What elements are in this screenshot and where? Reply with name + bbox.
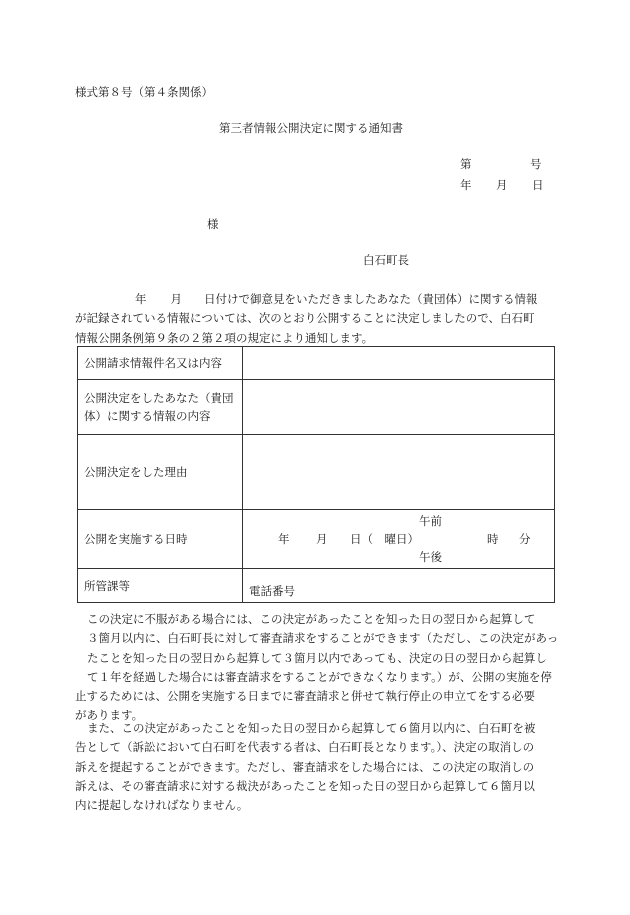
impl-minute: 分 [519, 532, 531, 546]
document-number-suffix: 号 [530, 157, 542, 171]
intro-line-2: が記録されている情報については、次のとおり公開することに決定しましたので、白石町 [75, 311, 535, 326]
table-row [78, 510, 555, 569]
notice2-line-1: また、この決定があったことを知った日の翌日から起算して６箇月以内に、白石町を被 [87, 721, 536, 735]
impl-day-weekday: 日（ 曜日） [350, 532, 419, 546]
table-row [78, 569, 555, 603]
impl-pm: 午後 [419, 550, 442, 564]
intro-paragraph [75, 290, 560, 348]
intro-line-1 [75, 290, 560, 309]
notice1-line-6: があります。 [75, 708, 144, 723]
subject-label: 公開請求情報件名又は内容 [78, 347, 243, 380]
intro-line-3: 情報公開条例第９条の２第２項の規定により通知します。 [75, 330, 374, 345]
notice2-line-2: 告として（訴訟において白石町を代表する者は、白石町長となります。）、決定の取消しの [75, 740, 535, 755]
reason-value [243, 435, 555, 510]
intro-text-1: 日付けで御意見をいただきましたあなた（貴団体）に関する情報 [204, 292, 538, 306]
information-table [77, 346, 555, 603]
intro-month: 月 [170, 292, 182, 306]
implementation-datetime-label: 公開を実施する日時 [78, 510, 243, 569]
subject-value [243, 347, 555, 380]
related-info-label [78, 380, 243, 435]
form-number-label: 様式第８号（第４条関係） [75, 85, 213, 99]
notice2-line-3: 訴えを提起することができます。ただし、審査請求をした場合には、この決定の取消しの [75, 759, 535, 774]
notice1-line-2: ３箇月以内に、白石町長に対して審査請求をすることができます（ただし、この決定があっ [87, 631, 559, 646]
notice1-line-4: て１年を経過した場合には審査請求をすることができなくなります。）が、公開の実施を停 [87, 669, 552, 684]
notice2-line-4: 訴えは、その審査請求に対する裁決があったことを知った日の翌日から起算して６箇月以 [75, 778, 535, 793]
document-title: 第三者情報公開決定に関する通知書 [219, 121, 403, 135]
lawsuit-notice-paragraph [75, 719, 560, 815]
issue-date-day: 日 [532, 178, 544, 192]
appeal-notice-paragraph [75, 610, 560, 726]
addressee-honorific: 様 [207, 217, 219, 231]
impl-am: 午前 [419, 514, 442, 528]
department-label: 所管課等 [78, 569, 243, 603]
implementation-datetime-value [243, 510, 555, 569]
document-number-prefix: 第 [460, 157, 472, 171]
notice1-line-5: 止するためには、公開を実施する日までに審査請求と併せて執行停止の申立てをする必要 [75, 689, 535, 704]
table-row [78, 347, 555, 380]
phone-number-label: 電話番号 [249, 584, 295, 598]
issue-date-month: 月 [496, 178, 508, 192]
issue-date-year: 年 [460, 178, 472, 192]
intro-year: 年 [135, 292, 147, 306]
table-row [78, 435, 555, 510]
department-value [243, 569, 555, 603]
sender-name: 白石町長 [363, 253, 409, 267]
related-info-value [243, 380, 555, 435]
notice1-line-1: この決定に不服がある場合には、この決定があったことを知った日の翌日から起算して [87, 612, 536, 626]
notice2-line-5: 内に提起しなければなりません。 [75, 798, 249, 813]
related-info-label-line-1: 公開決定をしたあなた（貴団 [84, 391, 234, 405]
notice1-line-3: たことを知った日の翌日から起算して３箇月以内であっても、決定の日の翌日から起算し [87, 650, 547, 665]
reason-label: 公開決定をした理由 [78, 435, 243, 510]
impl-year: 年 [278, 532, 290, 546]
impl-hour: 時 [487, 532, 499, 546]
related-info-label-line-2: 体）に関する情報の内容 [84, 409, 211, 423]
table-row [78, 380, 555, 435]
impl-month: 月 [316, 532, 328, 546]
